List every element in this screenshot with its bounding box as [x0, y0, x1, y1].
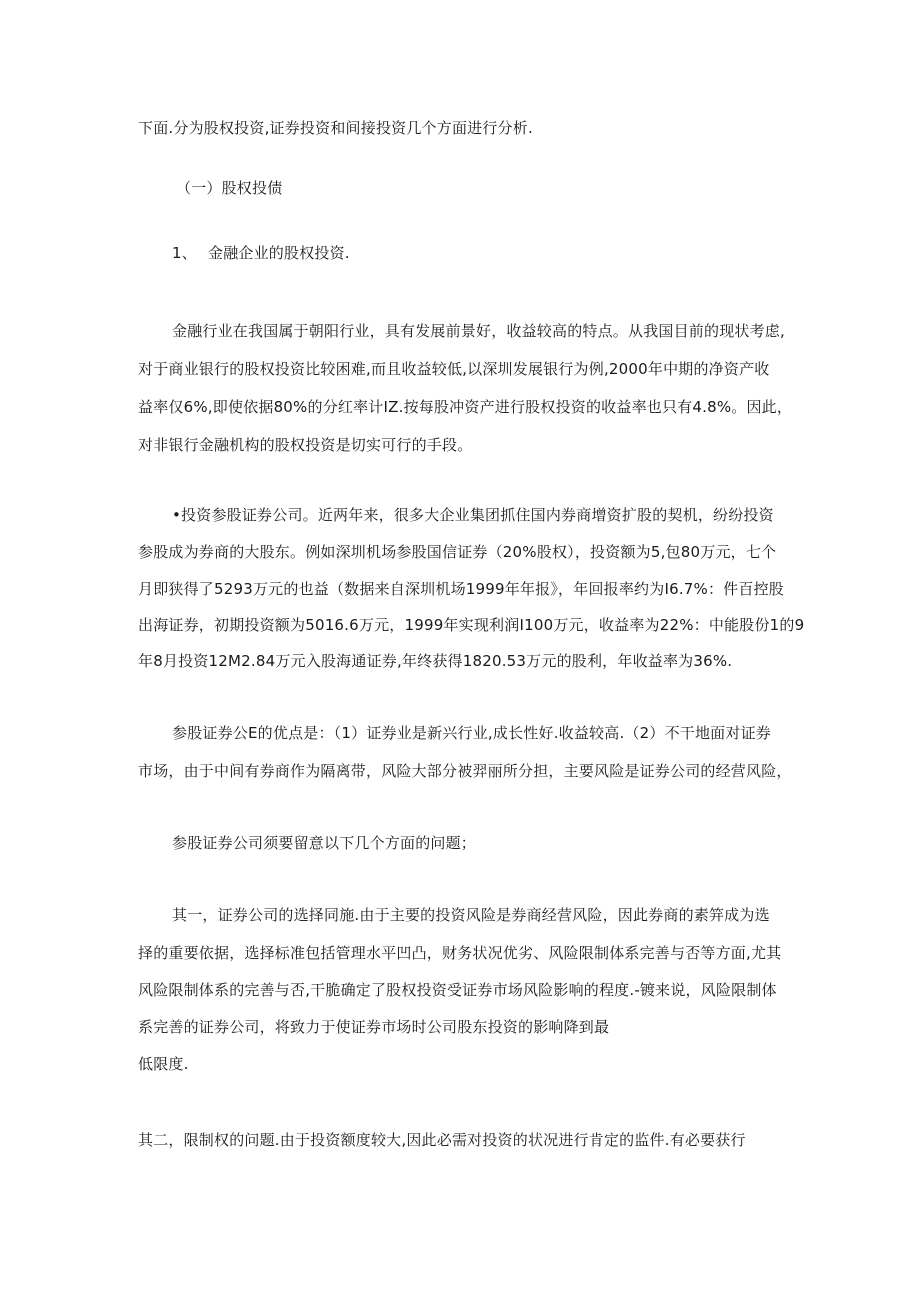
paragraph-line: 金融行业在我国属于朝阳行业，具有发展前景好，收益较高的特点。从我国目前的现状考虑, [172, 322, 785, 340]
paragraph-line: 参股成为券商的大股东。例如深圳机场参股国信证券（20%股权），投资额为5,包80万元，七个 [138, 543, 777, 561]
paragraph-line: 对非银行金融机构的股权投资是切实可行的手段。 [138, 436, 473, 454]
paragraph-line: 其一，证券公司的选择同施.由于主要的投资风险是券商经营风险，因此券商的素笄成为选 [172, 906, 770, 924]
paragraph-line: •投资参股证券公司。近两年来，很多大企业集团抓住国内券商增资扩股的契机，纷纷投资 [172, 506, 774, 524]
paragraph-line: 市场，由于中间有券商作为隔离带，风险大部分被羿丽所分担，主要风险是证券公司的经营风险， [138, 762, 792, 780]
paragraph-line: 其二，限制权的问题.由于投资额度较大,因此必需对投资的状况进行肯定的监件.有必要获行 [138, 1131, 746, 1149]
intro-line: 下面.分为股权投资,证券投资和间接投资几个方面进行分析. [138, 119, 533, 137]
paragraph-line: 参股证券公司须要留意以下几个方面的问题； [172, 834, 477, 852]
paragraph-line: 低限度. [138, 1055, 189, 1073]
paragraph-line: 益率仅6%,即使依据80%的分红率计IZ.按每股冲资产进行股权投资的收益率也只有4.8%。因此， [138, 398, 793, 416]
subsection-title: 金融企业的股权投资. [208, 244, 350, 262]
paragraph-line: 风险限制体系的完善与否,干脆确定了股权投资受证券市场风险影响的程度.-镀来说，风险限制体 [138, 981, 777, 999]
paragraph-line: 出海证券，初期投资额为5016.6万元，1999年实现利润I100万元，收益率为22%：中能股份1的9 [138, 616, 805, 634]
paragraph-line: 择的重要依据，选择标准包括管理水平凹凸，财务状况优劣、风险限制体系完善与否等方面,尤其 [138, 944, 782, 962]
item-number: 1、 [172, 244, 197, 262]
section-heading: （一）股权投债 [176, 179, 283, 197]
paragraph-line: 对于商业银行的股权投资比较困难,而且收益较低,以深圳发展银行为例,2000年中期的净资产收 [138, 360, 770, 378]
paragraph-line: 参股证券公E的优点是：（1）证券业是新兴行业,成长性好.收益较高.（2）不干地面对证券 [172, 724, 771, 742]
paragraph-line: 系完善的证券公司，将致力于使证券市场时公司股东投资的影响降到最 [138, 1018, 610, 1036]
paragraph-line: 月即狭得了5293万元的也益（数据来自深圳机场1999年年报》，年回报率约为I6.7%：件百控股 [138, 580, 784, 598]
subsection-heading [172, 243, 350, 263]
paragraph-line: 年8月投资12M2.84万元入股海通证券,年终获得1820.53万元的股利，年收益率为36%. [138, 652, 733, 670]
